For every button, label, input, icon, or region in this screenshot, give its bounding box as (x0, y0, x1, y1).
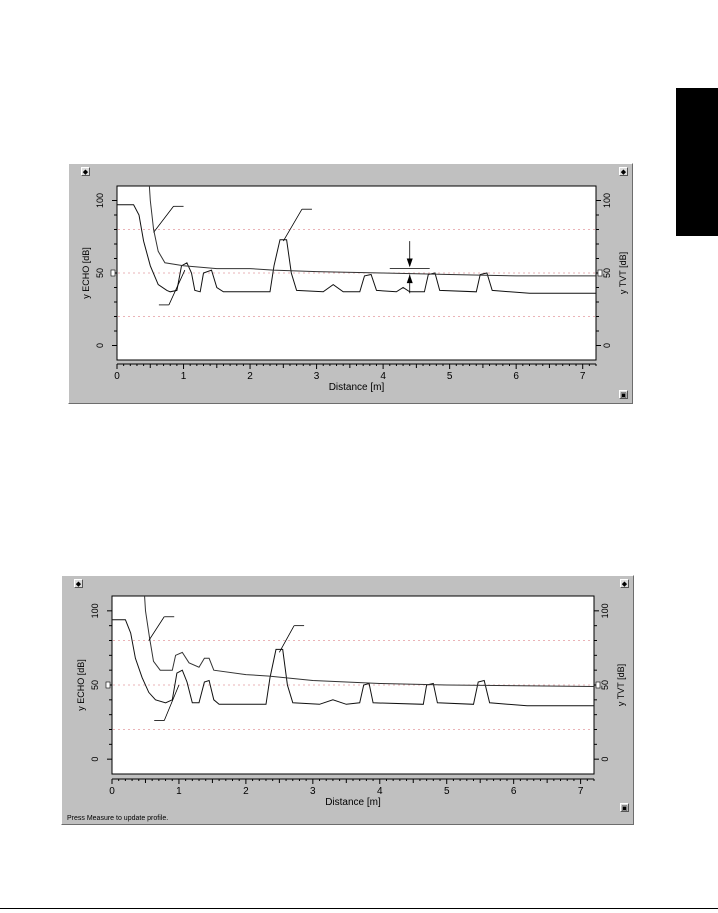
x-tick-label: 4 (380, 371, 386, 382)
x-tick-label: 7 (577, 786, 584, 797)
x-axis-label: Distance [m] (325, 797, 381, 808)
y-tick-label-right: 50 (602, 267, 612, 279)
x-tick-label: 7 (579, 371, 586, 382)
y-tick-label-left: 0 (95, 342, 105, 349)
status-bar: Press Measure to update profile. (67, 815, 169, 822)
x-tick-label: 6 (513, 371, 519, 382)
axis-marker-left (111, 270, 115, 276)
y-tick-label-left: 100 (90, 603, 100, 619)
y-tick-label-left: 50 (90, 679, 100, 691)
x-tick-label: 1 (176, 786, 182, 797)
x-tick-label: 2 (243, 786, 249, 797)
pin-icon[interactable]: ◆ (82, 168, 89, 176)
y-axis-label-left: y ECHO [dB] (81, 247, 91, 299)
y-tick-label-right: 100 (600, 603, 610, 619)
axis-marker-right (598, 270, 602, 276)
y-axis-label-right: y TVT [dB] (616, 663, 626, 707)
pin-icon[interactable]: ◆ (75, 580, 82, 588)
x-tick-label: 2 (247, 371, 253, 382)
x-tick-label: 5 (446, 371, 453, 382)
y-axis-label-right: y TVT [dB] (618, 251, 628, 295)
x-tick-label: 3 (313, 371, 320, 382)
x-tick-label: 4 (376, 786, 383, 797)
y-tick-label-right: 0 (600, 756, 610, 762)
pin-icon[interactable]: ◆ (620, 168, 627, 176)
y-tick-label-left: 50 (95, 267, 105, 279)
x-tick-label: 3 (310, 786, 316, 797)
y-tick-label-left: 0 (90, 756, 100, 762)
footer-rule (0, 908, 718, 909)
x-tick-label: 0 (114, 371, 120, 382)
echo-profile-panel-1 (68, 163, 633, 404)
pin-icon[interactable]: ◆ (621, 580, 628, 588)
y-tick-label-right: 50 (600, 679, 610, 691)
echo-chart-2 (62, 576, 635, 826)
echo-chart-1 (69, 164, 634, 405)
y-tick-label-right: 100 (602, 192, 612, 209)
x-axis-label: Distance [m] (328, 382, 385, 393)
echo-profile-panel-2 (61, 575, 634, 825)
x-tick-label: 0 (109, 786, 115, 797)
axis-marker-right (596, 682, 600, 688)
page-edge-tab (676, 88, 718, 236)
x-tick-label: 1 (180, 371, 187, 382)
y-tick-label-right: 0 (602, 342, 612, 349)
axis-marker-left (106, 682, 110, 688)
y-axis-label-left: y ECHO [dB] (76, 659, 86, 711)
fit-view-icon[interactable]: ▣ (621, 804, 628, 812)
fit-view-icon[interactable]: ▣ (620, 391, 627, 399)
x-tick-label: 5 (443, 786, 450, 797)
y-tick-label-left: 100 (95, 192, 105, 209)
x-tick-label: 6 (510, 786, 517, 797)
